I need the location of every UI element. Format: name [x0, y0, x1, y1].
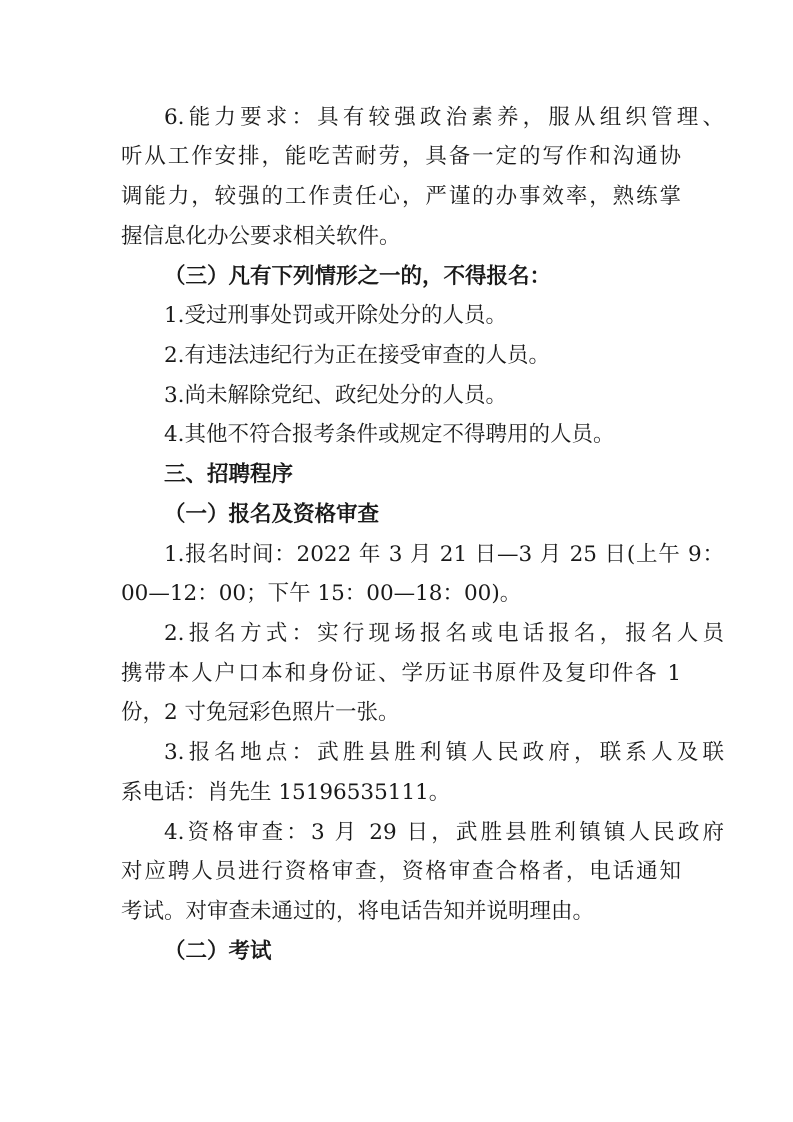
paragraph-ability-line-2: 听从工作安排，能吃苦耐劳，具备一定的写作和沟通协 — [121, 144, 681, 169]
paragraph-ability-line-3: 调能力，较强的工作责任心，严谨的办事效率，熟练掌 — [121, 184, 681, 209]
exclusion-item-4: 4.其他不符合报考条件或规定不得聘用的人员。 — [164, 422, 615, 447]
qualification-review-line-1: 4.资格审查：3 月 29 日，武胜县胜利镇镇人民政府 — [164, 820, 724, 845]
registration-method-line-1: 2.报名方式：实行现场报名或电话报名，报名人员 — [164, 621, 724, 646]
registration-time-line-1: 1.报名时间：2022 年 3 月 21 日—3 月 25 日(上午 9： — [164, 542, 724, 567]
section-heading-procedure: 三、招聘程序 — [164, 462, 294, 487]
registration-time-line-2: 00—12：00；下午 15：00—18：00)。 — [121, 581, 522, 606]
qualification-review-line-3: 考试。对审查未通过的，将电话告知并说明理由。 — [121, 899, 595, 924]
registration-location-line-2: 系电话：肖先生 15196535111。 — [121, 780, 451, 805]
paragraph-ability-line-4: 握信息化办公要求相关软件。 — [121, 224, 401, 249]
registration-location-line-1: 3.报名地点：武胜县胜利镇人民政府，联系人及联 — [164, 740, 724, 765]
registration-method-line-2: 携带本人户口本和身份证、学历证书原件及复印件各 1 — [121, 661, 681, 686]
exclusion-item-1: 1.受过刑事处罚或开除处分的人员。 — [164, 303, 508, 328]
section-heading-exclusions: （三）凡有下列情形之一的，不得报名： — [164, 264, 552, 289]
qualification-review-line-2: 对应聘人员进行资格审查，资格审查合格者，电话通知 — [121, 859, 681, 884]
subsection-heading-registration: （一）报名及资格审查 — [164, 502, 380, 527]
exclusion-item-3: 3.尚未解除党纪、政纪处分的人员。 — [164, 383, 508, 408]
paragraph-ability-line-1: 6.能力要求：具有较强政治素养，服从组织管理、 — [164, 105, 724, 130]
exclusion-item-2: 2.有违法违纪行为正在接受审查的人员。 — [164, 343, 551, 368]
registration-method-line-3: 份，2 寸免冠彩色照片一张。 — [121, 700, 400, 725]
subsection-heading-exam: （二）考试 — [164, 939, 272, 964]
